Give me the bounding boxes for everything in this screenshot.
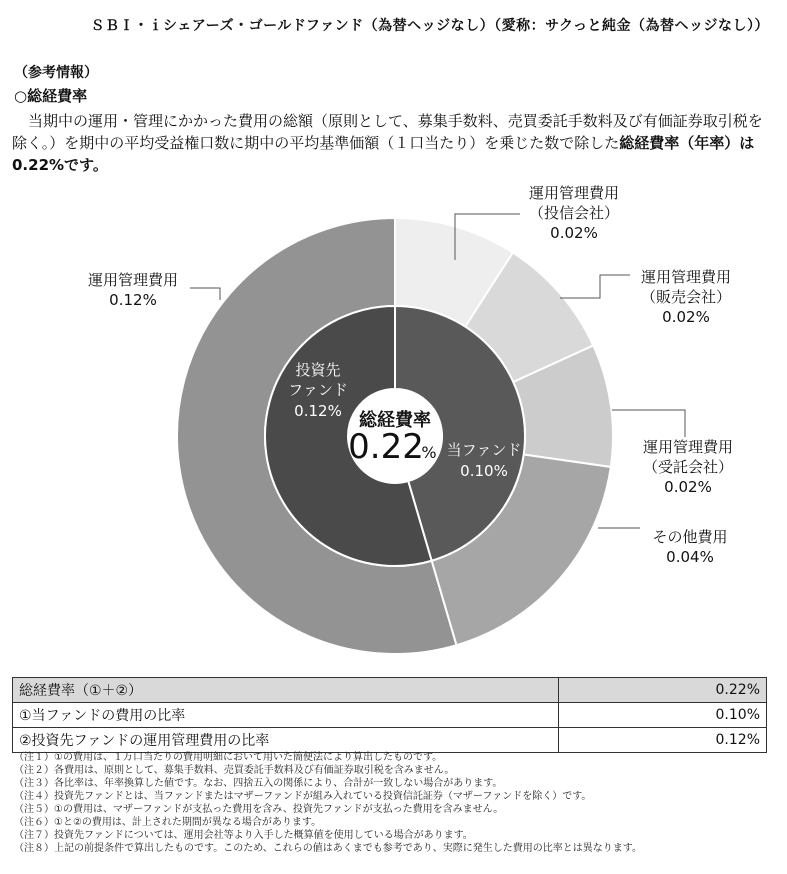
footnote: （注７）投資先ファンドについては、運用会社等より入手した概算値を使用している場合があります。 <box>14 830 473 841</box>
table-row-fund <box>13 703 767 728</box>
intro-text: 当期中の運用・管理にかかった費用の総額（原則として、募集手数料、売買委託手数料及び有価証券取引税を除く。）を期中の平均受益権口数に期中の平均基準価額（１口当たり）を乗じた数で除した <box>12 112 763 152</box>
footnote: （注６）①と②の費用は、計上された期間が異なる場合があります。 <box>14 817 322 828</box>
label-management-fee-value: 0.12% <box>109 291 157 309</box>
footnotes <box>14 751 642 855</box>
label-investment-manager-value: 0.02% <box>550 224 598 242</box>
subsection-title: ○総経費率 <box>14 87 88 105</box>
table-cell-label: 総経費率（①＋②） <box>13 678 559 703</box>
intro-bold-text: 総経費率（年率）は0.22%です。 <box>12 134 755 174</box>
table-cell-label: ①当ファンドの費用の比率 <box>13 703 559 728</box>
label-investment-manager-fee: 運用管理費用 <box>528 184 620 202</box>
label-investment-manager-fee-sub: （投信会社） <box>528 204 620 222</box>
leader-line-5 <box>190 288 220 300</box>
label-distributor-fee-sub: （販売会社） <box>640 288 732 306</box>
label-trustee-value: 0.02% <box>664 478 712 496</box>
footnote: （注２）各費用は、原則として、募集手数料、売買委託手数料及び有価証券取引税を含みません。 <box>14 765 455 776</box>
label-distributor-value: 0.02% <box>662 308 710 326</box>
summary-table <box>12 677 767 753</box>
center-title: 総経費率 <box>359 410 431 431</box>
table-row-target-fund <box>13 728 767 753</box>
leader-line-3 <box>612 410 685 437</box>
center-total-value: 0.22 <box>348 427 424 467</box>
label-this-fund-value: 0.10% <box>460 462 508 480</box>
table-cell-value: 0.10% <box>559 703 767 728</box>
label-trustee-fee: 運用管理費用 <box>642 438 734 456</box>
label-this-fund: 当ファンド <box>446 441 522 459</box>
footnote: （注５）①の費用は、マザーファンドが支払った費用を含み、投資先ファンドが支払った費用を含みません。 <box>14 804 504 815</box>
table-cell-label: ②投資先ファンドの運用管理費用の比率 <box>13 728 559 753</box>
label-target-fund-value: 0.12% <box>294 402 342 420</box>
leader-line-2 <box>560 275 630 298</box>
footnote: （注１）①の費用は、１万口当たりの費用明細において用いた簡便法により算出したものです。 <box>14 752 443 763</box>
center-total-unit: % <box>421 443 437 462</box>
section-label: （参考情報） <box>14 65 98 81</box>
label-other-expenses: その他費用 <box>652 528 728 546</box>
label-trustee-fee-sub: （受託会社） <box>642 458 734 476</box>
label-distributor-fee: 運用管理費用 <box>640 268 732 286</box>
footnote: （注８）上記の前提条件で算出したものです。このため、これらの値はあくまでも参考であり、実際に発生した費用の比率とは異なります。 <box>14 843 642 854</box>
label-target-fund: 投資先 <box>295 361 341 379</box>
label-other-expenses-value: 0.04% <box>666 548 714 566</box>
page-header-title: ＳＢＩ・ｉシェアーズ・ゴールドファンド（為替ヘッジなし）（愛称：サクっと純金（為替ヘッジなし）） <box>90 18 769 34</box>
label-target-fund-line2: ファンド <box>288 381 348 399</box>
label-management-fee: 運用管理費用 <box>87 271 179 289</box>
table-row-total <box>13 678 767 703</box>
table-cell-value: 0.22% <box>559 678 767 703</box>
table-cell-value: 0.12% <box>559 728 767 753</box>
footnote: （注３）各比率は、年率換算した値です。なお、四捨五入の関係により、合計が一致しない場合があります。 <box>14 778 503 789</box>
footnote: （注４）投資先ファンドとは、当ファンドまたはマザーファンドが組み入れている投資信託証券（マザーファンドを除く）です。 <box>14 791 592 802</box>
